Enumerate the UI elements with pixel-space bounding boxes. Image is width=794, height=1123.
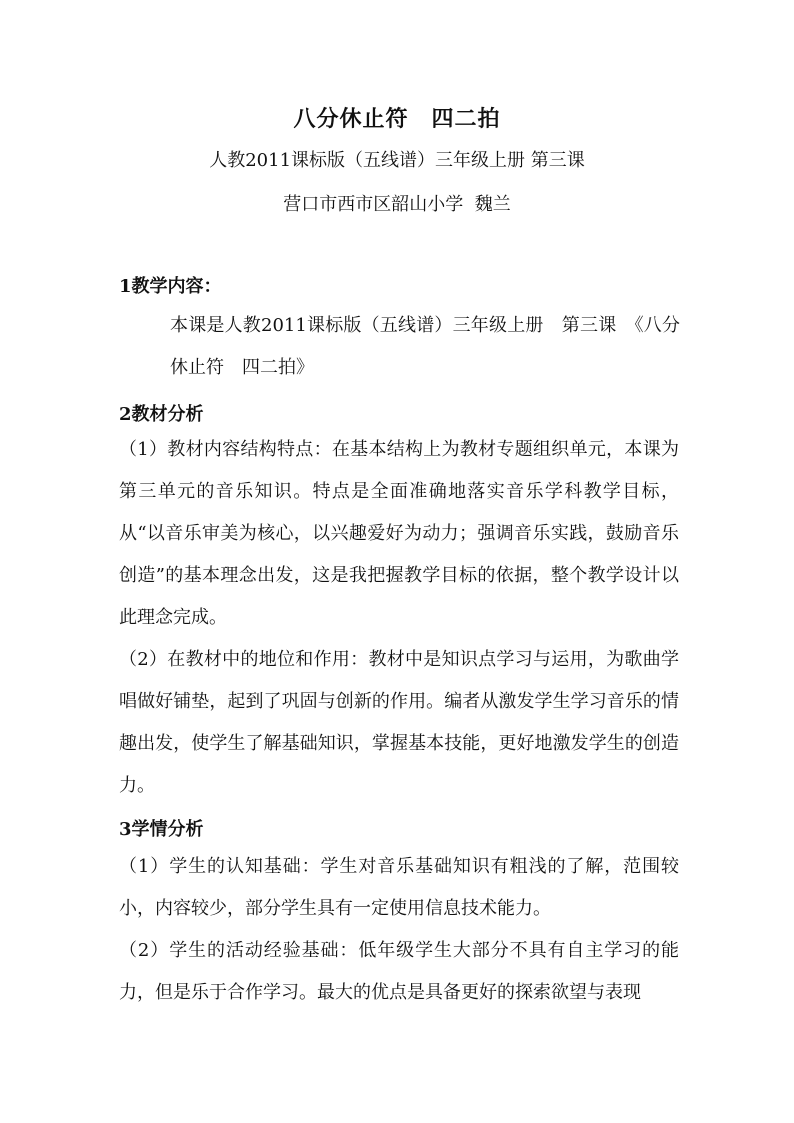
document-subtitle: 人教2011课标版（五线谱）三年级上册 第三课: [209, 150, 585, 171]
section-paragraph: （2）学生的活动经验基础：低年级学生大部分不具有自主学习的能力，但是乐于合作学习。最大的优点是具备更好的探索欲望与表现: [119, 940, 679, 1003]
document-author: 营口市西市区韶山小学 魏兰: [283, 194, 511, 215]
section-heading-textbook-analysis: 2教材分析: [119, 404, 204, 425]
section-paragraph: 本课是人教2011课标版（五线谱）三年级上册 第三课 《八分休止符 四二拍》: [170, 315, 680, 378]
section-heading-learner-analysis: 3学情分析: [119, 819, 204, 840]
document-title: 八分休止符 四二拍: [293, 106, 501, 132]
section-paragraph: （2）在教材中的地位和作用：教材中是知识点学习与运用，为歌曲学唱做好铺垫，起到了巩固与创新的作用。编者从激发学生学习音乐的情趣出发，使学生了解基础知识，掌握基本技能，更好地激发学生的创造力。: [119, 649, 679, 796]
section-heading-teaching-content: 1教学内容：: [119, 276, 222, 297]
section-paragraph: （1）学生的认知基础：学生对音乐基础知识有粗浅的了解，范围较小，内容较少，部分学生具有一定使用信息技术能力。: [119, 856, 679, 919]
section-paragraph: （1）教材内容结构特点：在基本结构上为教材专题组织单元，本课为第三单元的音乐知识。特点是全面准确地落实音乐学科教学目标，从“以音乐审美为核心，以兴趣爱好为动力；强调音乐实践，鼓励音乐创造”的基本理念出发，这是我把握教学目标的依据，整个教学设计以此理念完成。: [119, 439, 679, 628]
